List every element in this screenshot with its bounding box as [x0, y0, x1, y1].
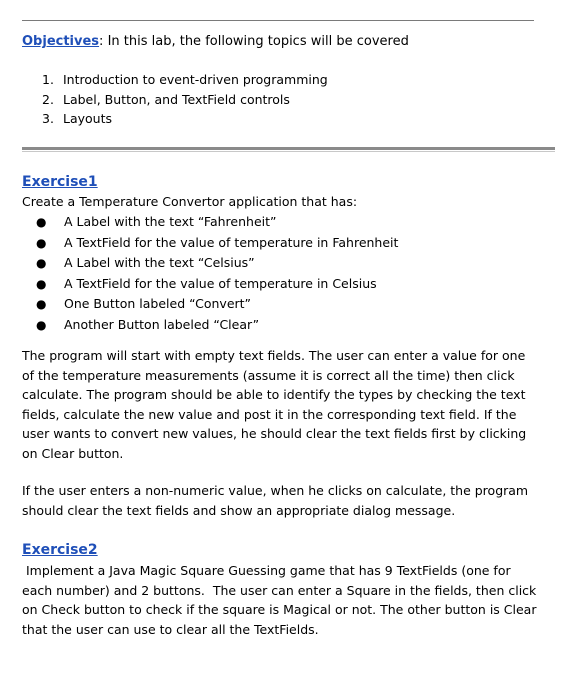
requirement-text: A TextField for the value of temperature in Fahrenheit: [64, 234, 399, 250]
exercise2-heading: Exercise2: [22, 542, 98, 558]
bullet-icon: ●: [36, 276, 47, 291]
paragraph-line: that the user can use to clear all the TextFields.: [22, 621, 319, 637]
bullet-icon: ●: [36, 256, 47, 270]
requirement-text: One Button labeled “Convert”: [64, 296, 252, 311]
objective-text: Introduction to event-driven programming: [63, 72, 328, 87]
objective-number: 1.: [42, 72, 54, 87]
objective-text: Layouts: [63, 111, 113, 126]
paragraph-line: The program will start with empty text fields. The user can enter a value for one: [22, 348, 526, 363]
paragraph-line: calculate. The program should be able to identify the types by checking the text: [22, 387, 526, 402]
requirement-item: [36, 253, 398, 274]
exercise1-description: [22, 346, 557, 463]
objective-item: [42, 70, 328, 90]
requirement-item: [36, 294, 398, 315]
paragraph-line: fields, calculate the new value and post it in the corresponding text field. If the: [22, 406, 517, 422]
requirement-text: A Label with the text “Celsius”: [64, 255, 255, 270]
objective-number: 2.: [42, 91, 54, 107]
paragraph-line: of the temperature measurements (assume it is correct all the time) then click: [22, 367, 515, 383]
bullet-icon: ●: [36, 235, 47, 250]
objective-number: 3.: [42, 111, 54, 126]
requirement-item: [36, 212, 398, 233]
section-divider: [22, 147, 555, 150]
requirement-text: Another Button labeled “Clear”: [64, 316, 260, 332]
bullet-icon: ●: [36, 317, 47, 332]
requirement-item: [36, 315, 398, 336]
exercise1-intro: Create a Temperature Convertor application that has:: [22, 194, 358, 209]
objectives-list: [42, 70, 328, 129]
objectives-line: [22, 33, 542, 51]
paragraph-line: on Clear button.: [22, 445, 124, 461]
requirement-item: [36, 233, 398, 254]
objective-item: [42, 109, 328, 129]
paragraph-line: should clear the text fields and show an appropriate dialog message.: [22, 502, 456, 518]
paragraph-line: If the user enters a non-numeric value, when he clicks on calculate, the program: [22, 483, 529, 498]
exercise1-error-handling: [22, 481, 557, 520]
requirement-item: [36, 274, 398, 295]
exercise1-requirements: [36, 212, 398, 335]
objectives-text: In this lab, the following topics will be covered: [103, 34, 409, 49]
top-divider: [22, 20, 534, 21]
objectives-heading: Objectives: [22, 34, 100, 49]
paragraph-line: user wants to convert new values, he should clear the text fields first by clicking: [22, 426, 527, 441]
objectives-colon: :: [99, 34, 104, 49]
objective-text: Label, Button, and TextField controls: [63, 91, 290, 107]
bullet-icon: ●: [36, 215, 47, 229]
paragraph-line: Implement a Java Magic Square Guessing game that has 9 TextFields (one for: [22, 563, 511, 578]
exercise1-heading: Exercise1: [22, 174, 98, 190]
objective-item: [42, 90, 328, 110]
exercise2-description: [22, 561, 557, 639]
requirement-text: A TextField for the value of temperature in Celsius: [64, 275, 377, 291]
requirement-text: A Label with the text “Fahrenheit”: [64, 214, 277, 229]
paragraph-line: each number) and 2 buttons. The user can enter a Square in the fields, then click: [22, 582, 537, 598]
paragraph-line: on Check button to check if the square is Magical or not. The other button is Clear: [22, 602, 537, 617]
bullet-icon: ●: [36, 297, 47, 311]
